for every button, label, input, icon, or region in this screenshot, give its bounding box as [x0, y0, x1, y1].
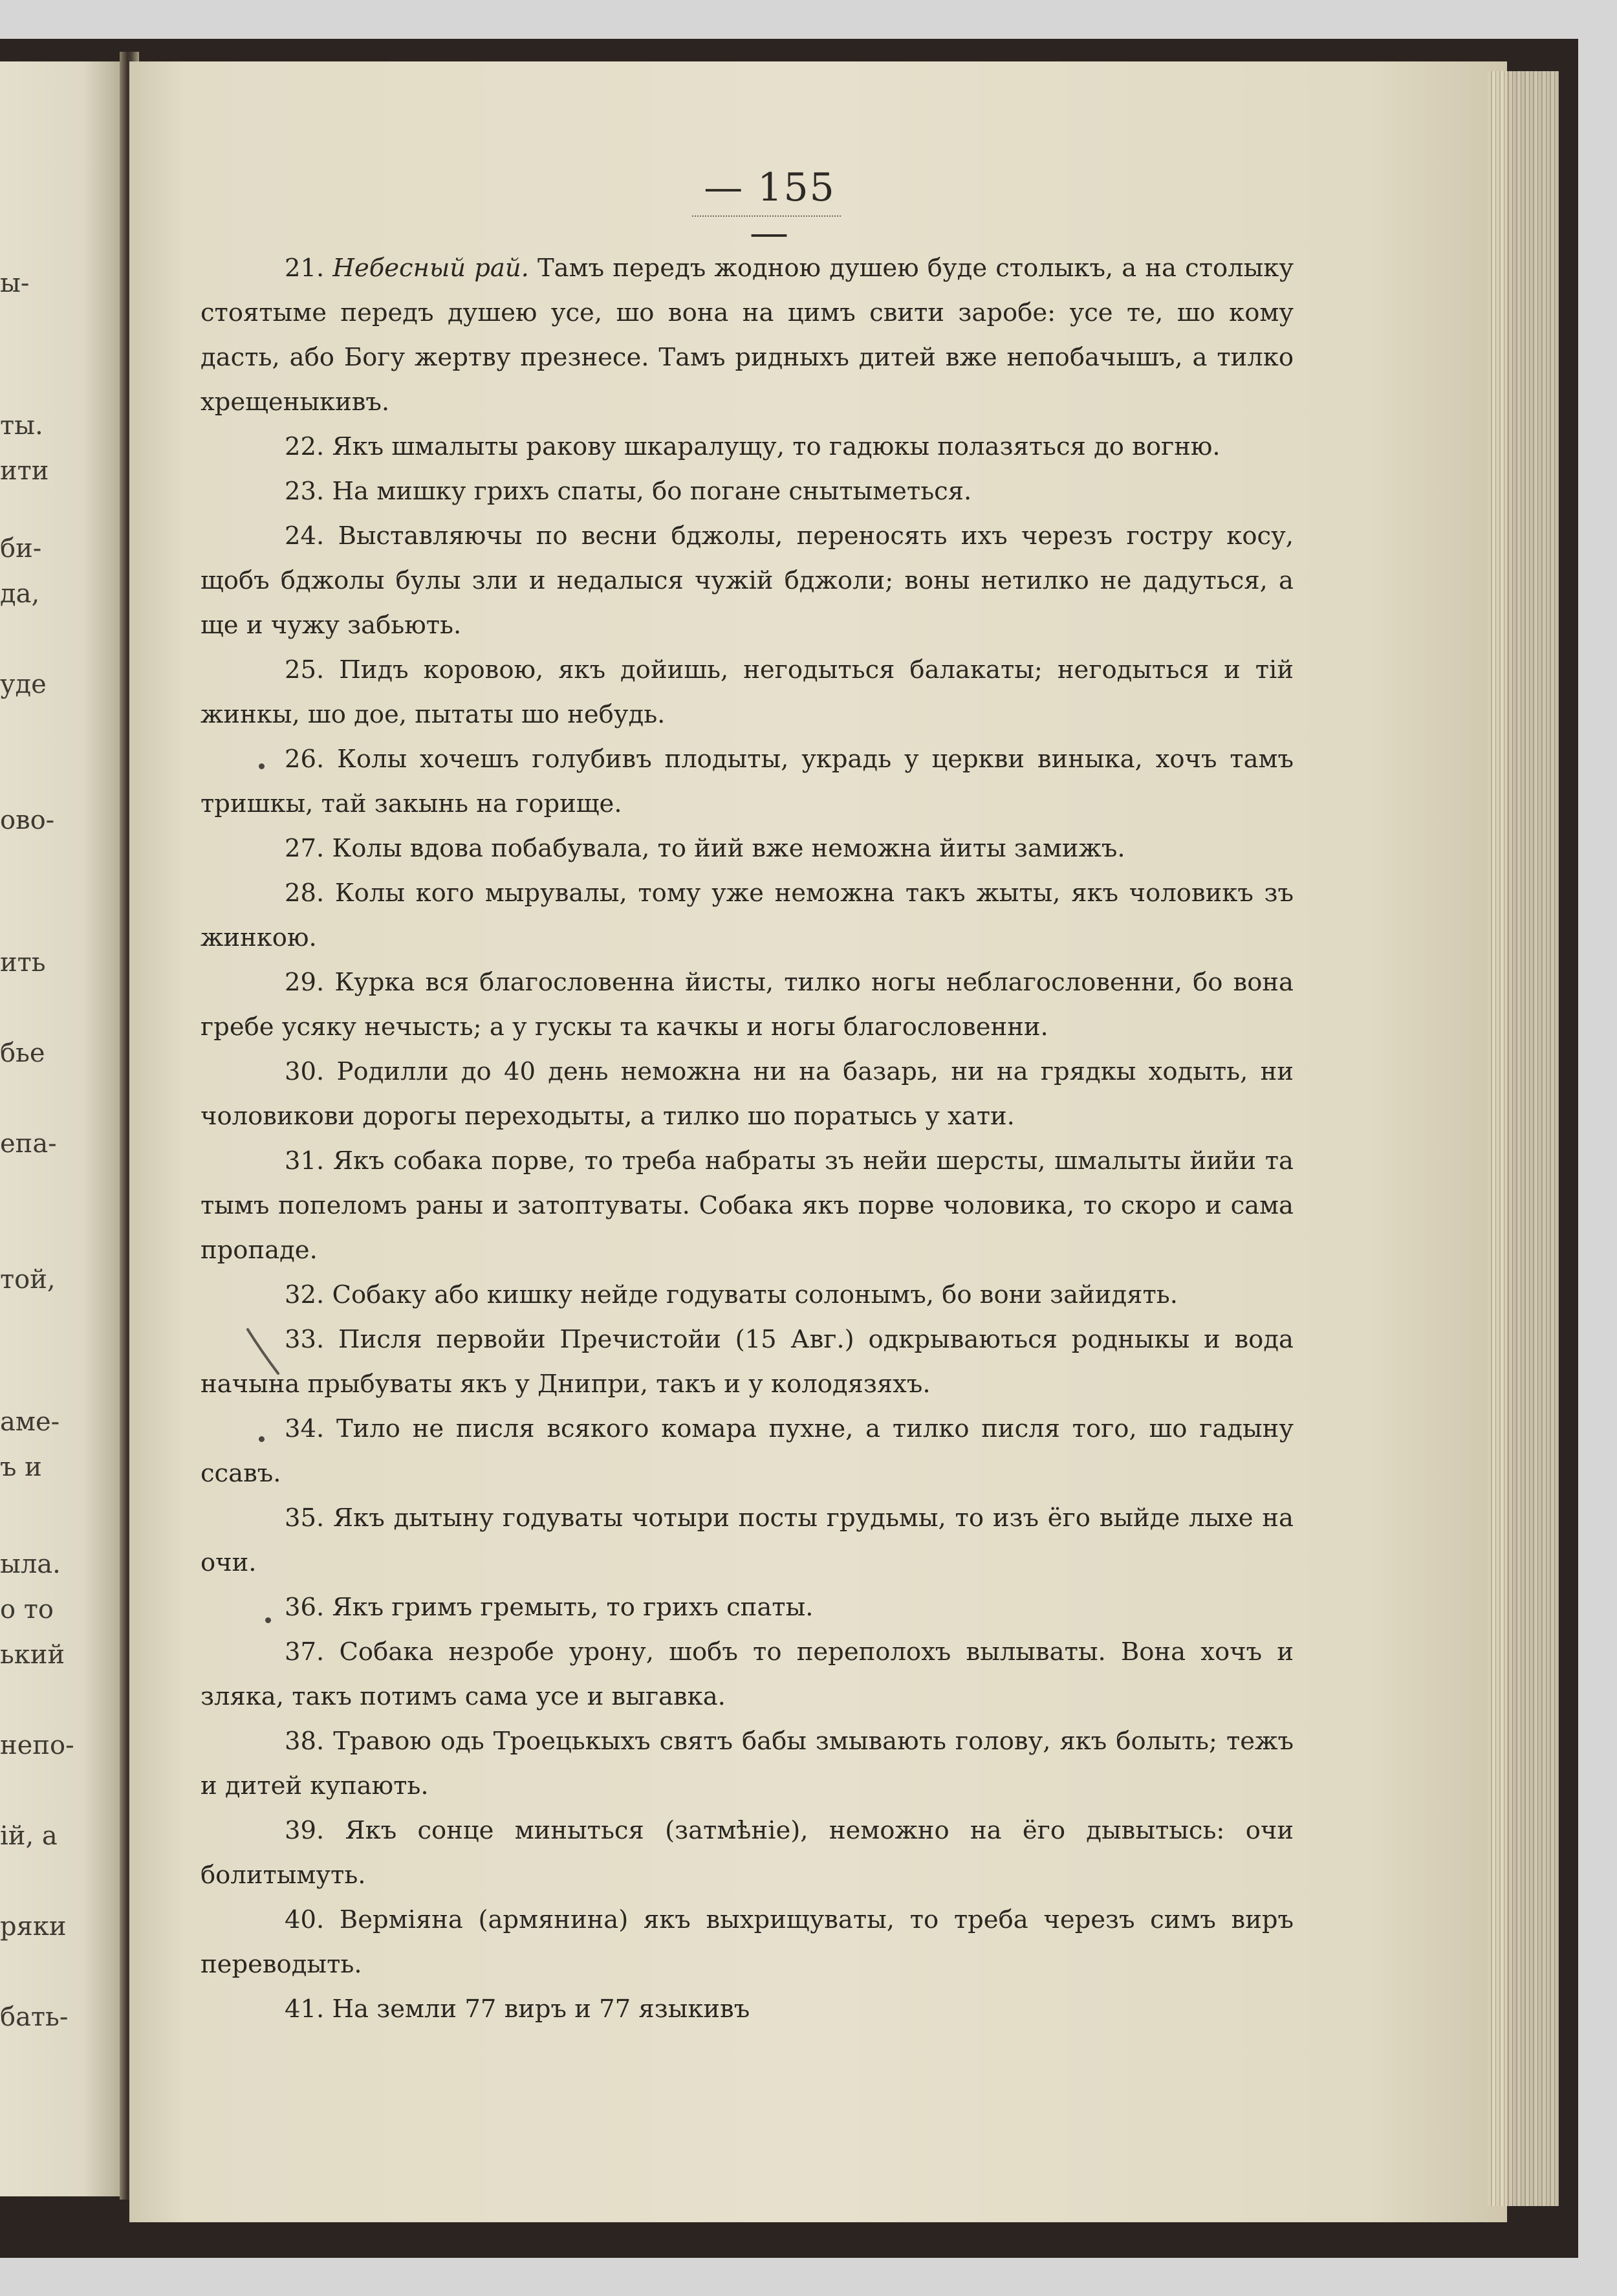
paragraph-number: 25.	[285, 655, 325, 684]
paragraph-37	[201, 1630, 1294, 1719]
left-fragment: би-	[0, 534, 42, 563]
paragraph-text: Собаку або кишку нейде годуваты солонымъ, бо вони зайидять.	[332, 1280, 1178, 1309]
left-fragment: ить	[0, 948, 46, 978]
paragraph-39	[201, 1808, 1294, 1897]
page-number-underline	[692, 215, 841, 217]
paragraph-number: 28.	[285, 879, 325, 908]
left-fragment: о то	[0, 1595, 54, 1624]
margin-dot-mark	[259, 763, 265, 769]
left-fragment: ты.	[0, 411, 43, 441]
left-fragment: ыла.	[0, 1549, 61, 1579]
paragraph-number: 32.	[285, 1280, 325, 1309]
paragraph-23	[201, 469, 1294, 514]
paragraph-text: Родилли до 40 день неможна ни на базарь, ни на грядкы ходыть, ни чоловикови дорогы переходыты, а тилко шо поратысь у хати.	[201, 1057, 1294, 1131]
paragraph-21	[201, 246, 1294, 424]
paragraph-number: 27.	[285, 834, 325, 863]
left-fragment: ы-	[0, 268, 30, 298]
paragraph-text: Курка вся благословенна йисты, тилко ногы неблагословенни, бо вона гребе усяку нечысть; а у гускы та качкы и ногы благословенни.	[201, 968, 1294, 1042]
paragraph-number: 30.	[285, 1057, 325, 1086]
paragraph-text: Пидъ коровою, якъ дойишь, негодыться балакаты; негодыться и тій жинкы, шо дое, пытаты шо небудь.	[201, 655, 1294, 729]
left-fragment: ій, а	[0, 1821, 58, 1851]
paragraph-30	[201, 1049, 1294, 1139]
paragraph-34	[201, 1406, 1294, 1496]
paragraph-text: Якъ сонце миныться (затмѣніе), неможно на ёго дывытысь: очи болитымуть.	[201, 1816, 1294, 1890]
paragraph-text: Писля первойи Пречистойи (15 Авг.) одкрываються родныкы и вода начына прыбуваты якъ у Днипри, такъ и у колодязяхъ.	[201, 1325, 1294, 1399]
left-fragment: непо-	[0, 1731, 74, 1760]
paragraph-text: Якъ шмалыты ракову шкаралущу, то гадюкы полазяться до вогню.	[332, 432, 1221, 461]
paragraph-title: Небесный рай.	[332, 254, 529, 283]
left-fragment: ький	[0, 1640, 65, 1670]
paragraph-number: 24.	[285, 521, 325, 551]
paragraph-number: 26.	[285, 745, 325, 774]
paragraph-number: 22.	[285, 432, 325, 461]
left-fragment: аме-	[0, 1407, 60, 1437]
paragraph-text: Якъ собака порве, то треба набраты зъ нейи шерсты, шмалыты йийи та тымъ попеломъ раны и затоптуваты. Собака якъ порве чоловика, то скоро и сама пропаде.	[201, 1146, 1294, 1265]
paragraph-text: Якъ дытыну годуваты чотыри посты грудьмы, то изъ ёго выйде лыхе на очи.	[201, 1503, 1294, 1577]
page-edges	[1488, 71, 1559, 2206]
paragraph-number: 38.	[285, 1727, 325, 1756]
paragraph-26	[201, 737, 1294, 826]
paragraph-number: 41.	[285, 1995, 325, 2024]
paragraph-number: 37.	[285, 1637, 325, 1667]
paragraph-22	[201, 424, 1294, 469]
paragraph-text: На мишку грихъ спаты, бо погане снытыметься.	[332, 477, 972, 506]
paragraph-36	[201, 1585, 1294, 1630]
left-fragment: той,	[0, 1265, 56, 1295]
left-fragment: да,	[0, 579, 40, 609]
paragraph-38	[201, 1719, 1294, 1808]
paragraph-number: 23.	[285, 477, 325, 506]
paragraph-33	[201, 1317, 1294, 1406]
paragraph-29	[201, 960, 1294, 1049]
paragraph-text: Собака незробе урону, шобъ то переполохъ вылываты. Вона хочъ и зляка, такъ потимъ сама усе и выгавка.	[201, 1637, 1294, 1711]
paragraph-text: Колы кого мырувалы, тому уже неможна такъ жыты, якъ чоловикъ зъ жинкою.	[201, 879, 1294, 952]
paragraph-number: 35.	[285, 1503, 325, 1533]
left-fragment: бать-	[0, 2002, 69, 2032]
paragraph-number: 34.	[285, 1414, 325, 1443]
paragraph-number: 39.	[285, 1816, 325, 1845]
paragraph-number: 21.	[285, 254, 325, 283]
margin-dot-mark	[259, 1436, 265, 1442]
paragraph-35	[201, 1496, 1294, 1585]
left-fragment: ъ и	[0, 1452, 42, 1482]
paragraph-number: 29.	[285, 968, 325, 997]
left-fragment: епа-	[0, 1129, 57, 1159]
left-fragment: ряки	[0, 1912, 67, 1941]
paragraph-number: 36.	[285, 1593, 325, 1622]
paragraph-32	[201, 1273, 1294, 1317]
left-fragment: ово-	[0, 805, 55, 835]
left-page	[0, 61, 120, 2196]
paragraph-text: Якъ гримъ гремыть, то грихъ спаты.	[332, 1593, 814, 1622]
paragraph-25	[201, 648, 1294, 737]
left-fragment: бье	[0, 1038, 45, 1068]
page-number: — 155 —	[704, 165, 836, 256]
paragraph-number: 33.	[285, 1325, 325, 1354]
paragraph-text: Выставляючы по весни бджолы, переносять ихъ черезъ гостру косу, щобъ бджолы булы зли и недалыся чужій бджоли; воны нетилко не дадуться, а ще и чужу забьють.	[201, 521, 1294, 640]
paragraph-text: Тамъ передъ жодною душею буде столыкъ, а на столыку стоятыме передъ душею усе, шо вона на цимъ свити заробе: усе те, шо кому дасть, або Богу жертву презнесе. Тамъ ридныхъ дитей вже непобачышъ, а тилко хрещеныкивъ.	[201, 254, 1294, 417]
text-block	[201, 246, 1294, 2031]
margin-dot-mark	[265, 1617, 271, 1623]
paragraph-40	[201, 1897, 1294, 1987]
paragraph-text: Тило не писля всякого комара пухне, а тилко писля того, шо гадыну ссавъ.	[201, 1414, 1294, 1488]
paragraph-28	[201, 871, 1294, 960]
paragraph-24	[201, 514, 1294, 648]
paragraph-41	[201, 1987, 1294, 2031]
paragraph-27	[201, 826, 1294, 871]
left-fragment: уде	[0, 670, 47, 699]
paragraph-31	[201, 1139, 1294, 1273]
paragraph-text: Травою одь Троецькыхъ святъ бабы змывають голову, якъ болыть; тежъ и дитей купають.	[201, 1727, 1294, 1800]
paragraph-number: 31.	[285, 1146, 325, 1175]
paragraph-number: 40.	[285, 1905, 325, 1934]
paragraph-text: Колы вдова побабувала, то йий вже неможна йиты замижъ.	[332, 834, 1125, 863]
paragraph-text: На земли 77 виръ и 77 языкивъ	[332, 1995, 750, 2024]
pencil-margin-mark	[243, 1323, 301, 1388]
paragraph-text: Верміяна (армянина) якъ выхрищуваты, то треба черезъ симъ виръ переводыть.	[201, 1905, 1294, 1979]
left-fragment: ити	[0, 456, 49, 486]
paragraph-text: Колы хочешъ голубивъ плодыты, украдь у церкви виныка, хочъ тамъ тришкы, тай закынь на горище.	[201, 745, 1294, 818]
